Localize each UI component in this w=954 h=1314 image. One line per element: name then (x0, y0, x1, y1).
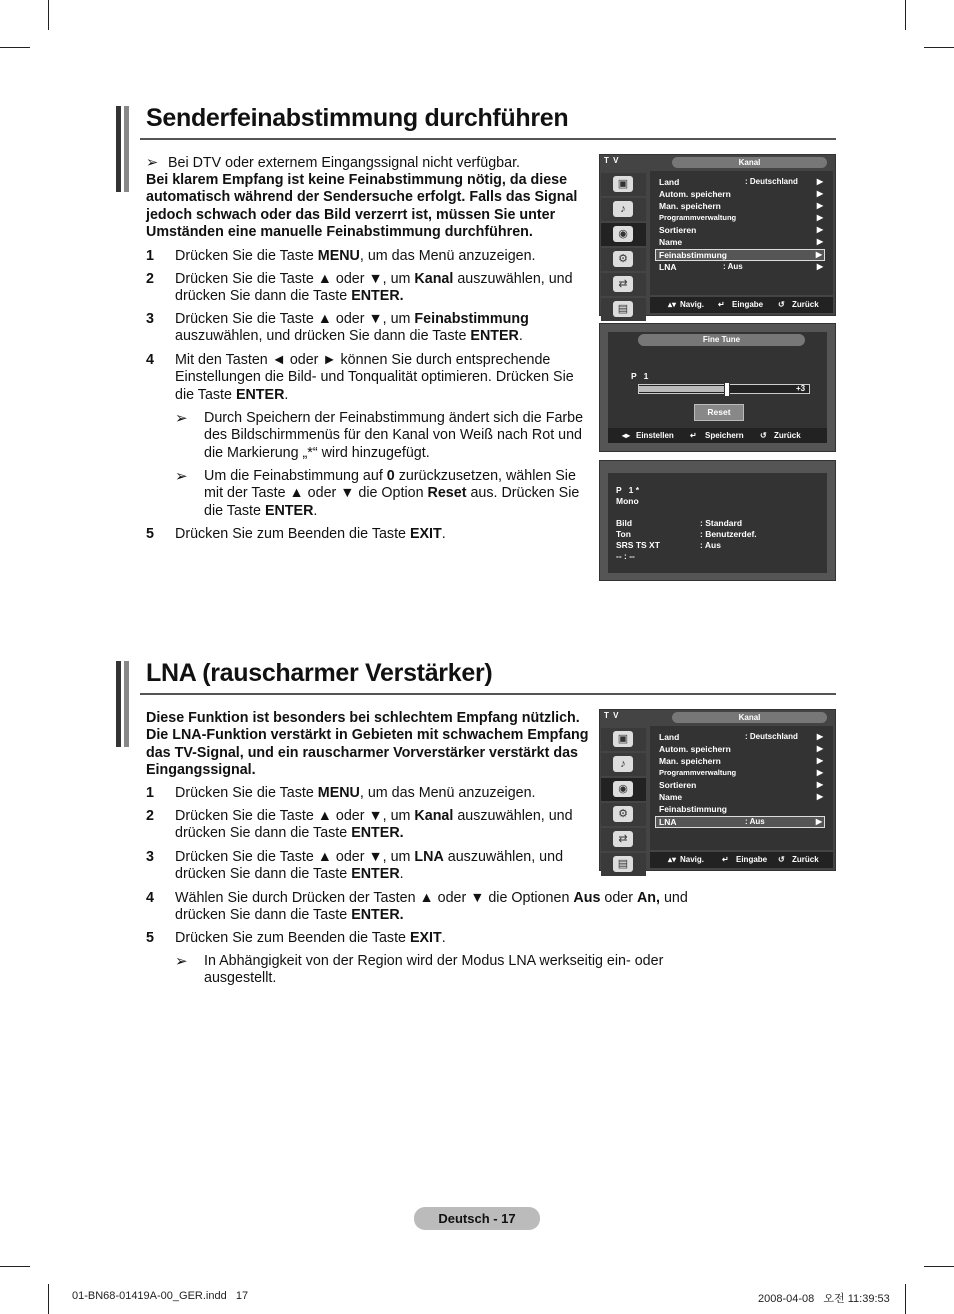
menu-item[interactable]: Programmverwaltung ▶ (659, 768, 823, 777)
crop-mark (0, 1266, 30, 1267)
tv-menu-screen (599, 154, 836, 316)
menu-item[interactable]: Autom. speichern ▶ (659, 189, 823, 199)
step: 4 Mit den Tasten ◄ oder ► können Sie durch entsprechende Einstellungen die Bild- und Tonqualität optimieren. Drücken Sie die Taste ENTER. (146, 352, 574, 403)
enter-icon: ↵ (718, 300, 725, 309)
menu-footer: ▴▾ Navig. ↵ Eingabe ↺ Zurück (650, 297, 833, 313)
menu-item[interactable]: Name ▶ (659, 237, 823, 247)
menu-item[interactable]: Feinabstimmung (659, 804, 728, 814)
crop-mark (924, 1266, 954, 1267)
info-value: : Aus (700, 540, 721, 550)
enter-icon: ↵ (722, 855, 729, 864)
slider-fill (639, 386, 727, 392)
navigate-icon: ▴▾ (668, 855, 677, 864)
menu-item[interactable]: LNA : Aus ▶ (659, 262, 823, 272)
note-text: Bei DTV oder externem Eingangssignal nicht verfügbar. (167, 155, 521, 171)
tv-label: T V (604, 711, 620, 720)
info-time: -- : -- (616, 551, 635, 561)
menu-item-selected[interactable]: Feinabstimmung ▶ (655, 249, 825, 261)
page-number-badge: Deutsch - 17 (414, 1207, 540, 1230)
note-arrow-icon: ➢ (175, 953, 188, 970)
note: ➢ In Abhängigkeit von der Region wird der Modus LNA werkseitig ein- oder ausgestellt. (175, 953, 664, 987)
menu-sidebar (601, 726, 646, 868)
step: 2 Drücken Sie die Taste ▲ oder ▼, um Kanal auszuwählen, und drücken Sie dann die Taste ENTER. (146, 808, 573, 842)
menu-footer: ▴▾ Navig. ↵ Eingabe ↺ Zurück (650, 852, 833, 868)
section-marker (116, 661, 121, 747)
return-icon: ↺ (760, 431, 767, 440)
slider-handle[interactable] (724, 382, 730, 397)
tv-menu-screen (599, 709, 836, 871)
left-right-icon: ◂▸ (622, 431, 631, 440)
note: ➢ Um die Feinabstimmung auf 0 zurückzusetzen, wählen Sie mit der Taste ▲ oder ▼ die Option Reset aus. Drücken Sie die Taste ENTER. (175, 468, 580, 519)
info-value: : Standard (700, 518, 743, 528)
input-icon: ⇄ (601, 828, 646, 851)
menu-header: Kanal (672, 712, 827, 723)
info-channel: P 1 * (616, 485, 639, 495)
step: 3 Drücken Sie die Taste ▲ oder ▼, um LNA auszuwählen, und drücken Sie dann die Taste ENTER. (146, 849, 564, 883)
channel-icon: ◉ (601, 778, 646, 801)
note-arrow-icon: ➢ (175, 468, 188, 485)
fine-tune-level: +3 (796, 384, 806, 393)
info-value: : Benutzerdef. (700, 529, 757, 539)
menu-sidebar (601, 171, 646, 313)
fine-tune-header: Fine Tune (638, 334, 805, 346)
sound-icon: ♪ (601, 198, 646, 221)
fine-tune-panel (608, 332, 827, 432)
info-panel (608, 473, 827, 573)
sound-icon: ♪ (601, 753, 646, 776)
section-marker (116, 106, 121, 192)
info-row: Ton (616, 529, 631, 539)
step: 1 Drücken Sie die Taste MENU, um das Menü anzuzeigen. (146, 785, 536, 801)
setup-icon: ⚙ (601, 803, 646, 826)
step: 5 Drücken Sie zum Beenden die Taste EXIT. (146, 526, 446, 542)
step: 4 Wählen Sie durch Drücken der Tasten ▲ oder ▼ die Optionen Aus oder An, und drücken Sie dann die Taste ENTER. (146, 890, 688, 924)
intro-paragraph: Bei klarem Empfang ist keine Feinabstimmung nötig, da diese automatisch während der Sendersuche erfolgt. Falls das Signal jedoch schwach oder das Bild verzerrt ist, müssen Sie unter Umständen eine manuelle Feinabstimmung durchführen. (146, 172, 578, 240)
picture-icon: ▣ (601, 173, 646, 196)
note-arrow-icon: ➢ (175, 410, 188, 427)
fine-tune-footer: ◂▸ Einstellen ↵ Speichern ↺ Zurück (608, 428, 827, 443)
step: 5 Drücken Sie zum Beenden die Taste EXIT. (146, 930, 446, 946)
crop-mark (905, 0, 906, 30)
crop-mark (924, 47, 954, 48)
menu-item-selected[interactable]: LNA : Aus ▶ (655, 816, 825, 828)
navigate-icon: ▴▾ (668, 300, 677, 309)
note: ➢ Durch Speichern der Feinabstimmung ändert sich die Farbe des Bildschirmmenüs für den Kanal von Weiß nach Rot und die Markierung „*“ wird hinzugefügt. (175, 410, 584, 461)
menu-item[interactable]: Man. speichern ▶ (659, 201, 823, 211)
info-audio-mode: Mono (616, 496, 639, 506)
section-title: LNA (rauscharmer Verstärker) (146, 659, 493, 687)
reset-button[interactable]: Reset (694, 404, 744, 421)
tv-label: T V (604, 156, 620, 165)
setup-icon: ⚙ (601, 248, 646, 271)
channel-info-screen (599, 460, 836, 581)
info-row: Bild (616, 518, 633, 528)
fine-tune-screen (599, 323, 836, 452)
fine-tune-slider[interactable] (638, 384, 810, 394)
note-arrow-icon: ➢ (146, 155, 158, 171)
menu-item[interactable]: Programmverwaltung ▶ (659, 213, 823, 222)
note-unavailable (146, 155, 598, 172)
crop-mark (0, 47, 30, 48)
input-icon: ⇄ (601, 273, 646, 296)
crop-mark (48, 0, 49, 30)
menu-item[interactable]: Sortieren ▶ (659, 780, 823, 790)
return-icon: ↺ (778, 855, 785, 864)
menu-header: Kanal (672, 157, 827, 168)
crop-mark (905, 1284, 906, 1314)
section-rule (140, 693, 836, 695)
menu-item[interactable]: Man. speichern ▶ (659, 756, 823, 766)
intro-paragraph: Diese Funktion ist besonders bei schlechtem Empfang nützlich. Die LNA-Funktion verstärkt in Gebieten mit schwachem Empfang das TV-Signal, und ein rauscharmer Vorverstärker verstärkt das Eingangssignal. (146, 710, 589, 778)
step: 3 Drücken Sie die Taste ▲ oder ▼, um Feinabstimmung auszuwählen, und drücken Sie dann die Taste ENTER. (146, 311, 529, 345)
application-icon: ▤ (601, 853, 646, 876)
section-rule (140, 138, 836, 140)
step: 2 Drücken Sie die Taste ▲ oder ▼, um Kanal auszuwählen, und drücken Sie dann die Taste ENTER. (146, 271, 573, 305)
application-icon: ▤ (601, 298, 646, 321)
print-file-name: 01-BN68-01419A-00_GER.indd 17 (72, 1290, 249, 1302)
info-row: SRS TS XT (616, 540, 660, 550)
menu-item[interactable]: Autom. speichern ▶ (659, 744, 823, 754)
step: 1 Drücken Sie die Taste MENU, um das Menü anzuzeigen. (146, 248, 536, 264)
channel-number: P 1 (631, 371, 649, 381)
menu-item[interactable]: Land : Deutschland ▶ (659, 177, 823, 187)
section-title: Senderfeinabstimmung durchführen (146, 104, 569, 132)
menu-item[interactable]: Sortieren ▶ (659, 225, 823, 235)
save-icon: ↵ (690, 431, 697, 440)
section-marker (124, 106, 129, 192)
menu-panel (650, 171, 833, 295)
menu-item[interactable]: Land : Deutschland ▶ (659, 732, 823, 742)
menu-panel (650, 726, 833, 850)
picture-icon: ▣ (601, 728, 646, 751)
print-timestamp: 2008-04-08 오전 11:39:53 (758, 1293, 890, 1305)
return-icon: ↺ (778, 300, 785, 309)
section-marker (124, 661, 129, 747)
channel-icon: ◉ (601, 223, 646, 246)
crop-mark (48, 1284, 49, 1314)
menu-item[interactable]: Name ▶ (659, 792, 823, 802)
